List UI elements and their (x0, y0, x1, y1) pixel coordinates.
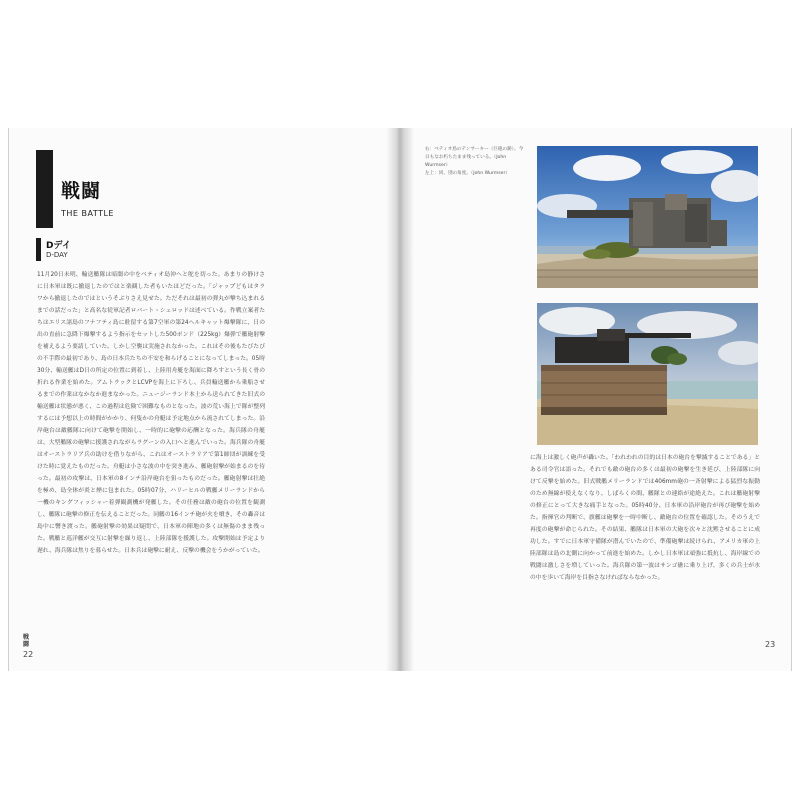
chapter-subtitle: THE BATTLE (61, 209, 114, 218)
coastal-gun-image-top (537, 146, 758, 288)
photo-caption-bottom: 左上：同、別の角度。（John Wurmser） (425, 171, 510, 176)
page-number-left: 22 (23, 650, 34, 659)
coastal-gun-photo-top (537, 146, 758, 288)
chapter-bar (36, 150, 53, 228)
right-body-text: に海上は激しく砲声が轟いた。「われわれの目的は日本の砲台を撃滅することである」とある司令官は語った。それでも敵の砲台の多くは最初の砲撃を生き延び、上陸部隊に向けて反撃を始めた。旧式戦艦メリーランドでは406mm砲の一斉射撃による猛烈な振動のため無線が使えなくなり、しばらくの間、艦隊との連絡が途絶えた。これは艦砲射撃の修正にとって大きな痛手となった。05時40分、日本軍の沿岸砲台が再び砲撃を始めた。指揮官の判断で、旗艦は砲撃を一時中断し、敵砲台の位置を確認した。そのうえで再度の砲撃が命じられた。その結果、艦隊は日本軍の大砲を次々と沈黙させることに成功した。すでに日本軍守備隊が潜んでいたので、準備砲撃は続けられ、アメリカ軍の上陸部隊は島の北側に向かって前進を始めた。しかし日本軍は頑強に抵抗し、海岸線での戦闘は激しさを増していった。海兵隊の第一波はサンゴ礁に乗り上げ、多くの兵士が水の中を歩いて海岸を目指さなければならなかった。 (530, 455, 760, 581)
coastal-gun-photo-bottom (537, 303, 758, 445)
folio-chapter-mark: 戦闘 (23, 634, 30, 648)
left-body-text: 11月20日未明、輸送艦隊は暗闇の中をベティオ島沖へと舵を切った。あまりの静けさに日本軍は既に撤退したのではと楽観した者もいたほどだった。「ジャップどもはタラワから撤退したのではというそぶりさえ見せた。ただそれは最初の弾丸が撃ち込まれるまでの話だった」と高名な従軍記者ロバート・シェロッドは述べている。作戦立案者たちはエリス諸島のフナフティ島に駐留する第7空軍の第24ヘルキャット爆撃隊に、日の出の直前に急降下爆撃するよう指示をセットした500ポンド（225kg）爆弾で艦砲射撃を補えるよう要請していた。しかし空襲は実施されなかった。これはその後もたびたびの不手際の最初であり、島の日本兵たちの不安を和らげることになってしまった。05時30分、輸送艦はD日の所定の位置に到着し、上陸用舟艇を海面に降ろすという長く骨の折れる作業を始めた。アムトラックとLCVPを海上に下ろし、兵員輸送艦から乗船させるまでの作業はなかなか進まなかった。ニュージーランド本土から送られてきた旧式の輸送艦は状態が悪く、この過程は危険で困難なものとなった。波の荒い海上で隊が整列するには予想以上の時間がかかり、何隻かの舟艇は予定地点から流されてしまった。沿岸砲台は敵艦隊に向けて砲撃を開始し、一時的に砲撃の応酬となった。海兵隊の舟艇は、大型艦隊の砲撃に援護されながらラグーンの入口へと進んでいった。海兵隊の舟艇はオーストラリア兵の助けを借りながら、これはオーストラリアで第1師団が訓練を受けた時に覚えたものだった。舟艇は小さな波の中を突き進み、艦砲射撃が始まるのを待った。最初の攻撃は、日本軍の8インチ沿岸砲台を狙ったものだった。艦砲射撃は壮絶を極め、島全体が炎と煙に包まれた。05時07分、ハリーヒルの戦艦メリーランドから一機のキングフィッシャー着弾観測機が発艦した。その任務は敵の砲台の位置を観測し、艦隊に砲撃の修正を伝えることだった。同艦の16インチ砲が火を噴き、その轟音は島中に響き渡った。艦砲射撃の効果は疑問で、日本軍の陣地の多くは無傷のまま残った。戦艦と巡洋艦が交互に射撃を繰り返し、上陸部隊を援護した。攻撃開始は予定より遅れ、海兵隊は焦りを募らせた。日本兵は砲撃に耐え、反撃の機会をうかがっていた。 (37, 272, 265, 554)
photo-caption-top: 右：ベティオ島のテンサーキー（巨砲の跡）。今日もなお朽ちたまま残っている。（John Wurmser） (425, 147, 524, 168)
page-number-right: 23 (765, 640, 776, 649)
coastal-gun-image-bottom (537, 303, 758, 445)
left-page (8, 128, 394, 671)
book-gutter (386, 128, 414, 671)
section-bar (36, 238, 41, 261)
section-subtitle: D-DAY (46, 251, 68, 259)
chapter-title: 戦闘 (61, 180, 102, 202)
section-title: Dデイ (46, 241, 71, 251)
